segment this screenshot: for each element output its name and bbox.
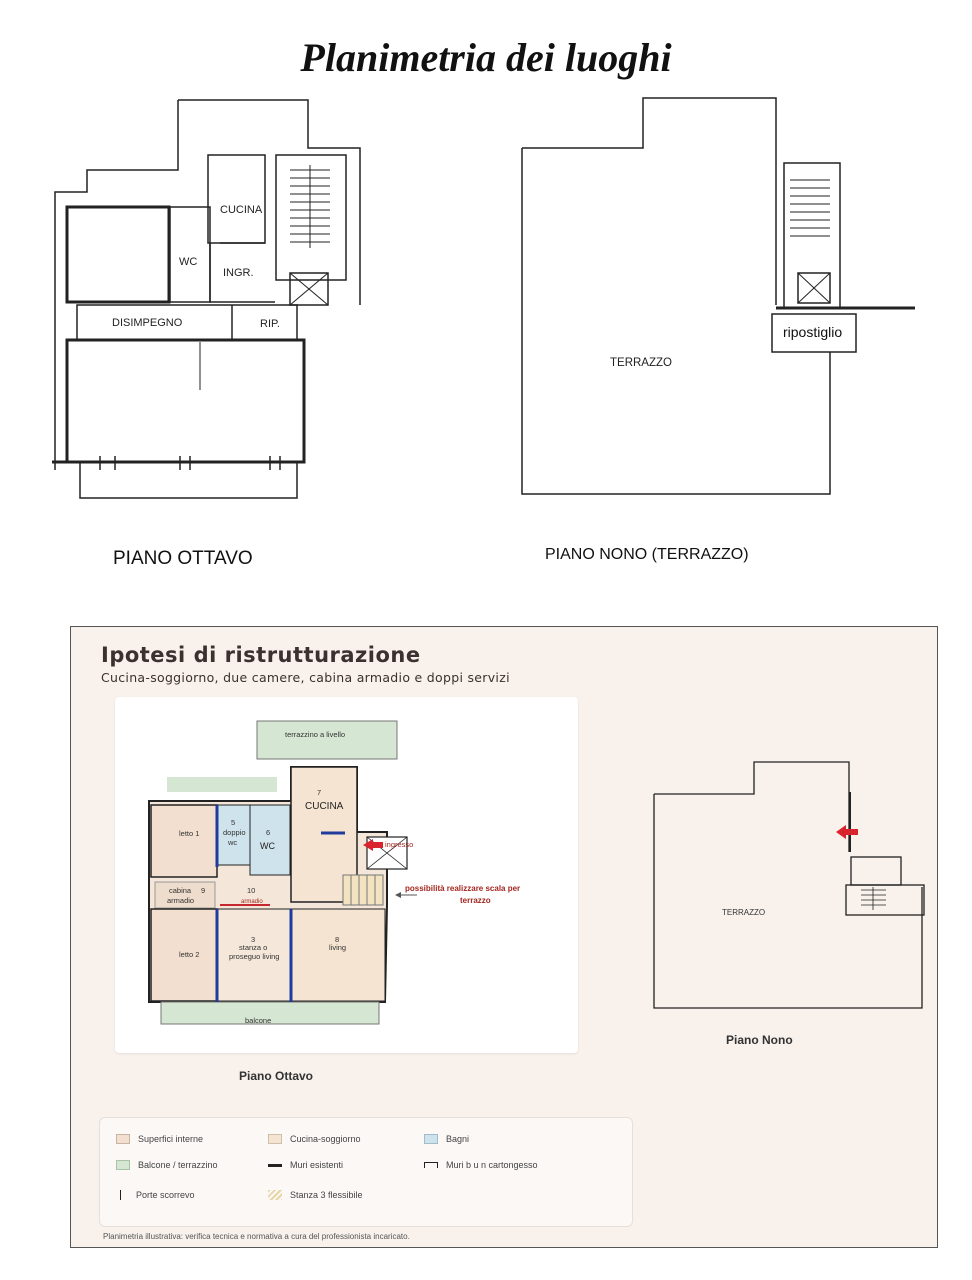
- renovation-plan-card: [115, 697, 578, 1053]
- legend-swatch: [120, 1190, 128, 1200]
- legend-swatch: [268, 1134, 282, 1144]
- label-reno-terrazzo: TERRAZZO: [722, 908, 766, 917]
- label-disimpegno: armadio: [241, 899, 263, 905]
- label-doppio-num: 5: [231, 818, 236, 827]
- label-armadio: armadio: [167, 896, 195, 905]
- caption-reno-piano-ottavo: Piano Ottavo: [239, 1069, 314, 1083]
- label-letto-1: letto 1: [179, 829, 200, 838]
- label-disimpegno-num: 10: [247, 886, 256, 895]
- legend-item-balcone: Balcone / terrazzino: [116, 1160, 218, 1170]
- room-label-cucina: CUCINA: [220, 204, 263, 216]
- room-label-ripostiglio: ripostiglio: [783, 324, 843, 340]
- label-doppio: doppio: [223, 828, 246, 837]
- room-label-ripostiglio: RIP.: [260, 318, 280, 330]
- legend-item-cartongesso: Muri b u n cartongesso: [424, 1160, 538, 1170]
- label-stanza-num: 3: [251, 935, 256, 944]
- room-label-wc: WC: [179, 256, 198, 268]
- legend: [99, 1117, 633, 1227]
- label-wc: WC: [260, 841, 275, 851]
- legend-swatch: [116, 1134, 130, 1144]
- room-label-terrazzo: TERRAZZO: [610, 357, 672, 369]
- caption-reno-piano-nono: Piano Nono: [726, 1033, 793, 1047]
- legend-swatch: [268, 1164, 282, 1167]
- label-living-num: 8: [335, 935, 340, 944]
- label-ingresso: ingresso: [385, 840, 414, 849]
- legend-item-stanza-flessibile: Stanza 3 flessibile: [268, 1190, 363, 1200]
- page-title: Planimetria dei luoghi: [300, 35, 672, 80]
- label-scala-note-2: terrazzo: [460, 896, 491, 905]
- caption-piano-nono: PIANO NONO (TERRAZZO): [545, 546, 749, 563]
- label-doppio-wc: wc: [228, 838, 238, 847]
- renovation-floorplan-nono: [646, 752, 936, 1022]
- label-cabina: cabina: [169, 886, 192, 895]
- legend-item-porte: Porte scorrevo: [116, 1190, 195, 1200]
- floorplan-piano-ottavo: [40, 90, 370, 510]
- disclaimer: Planimetria illustrativa: verifica tecnica e normativa a cura del professionista incaricato.: [103, 1232, 410, 1241]
- label-wc-num: 6: [266, 828, 271, 837]
- label-stanza-2: proseguo living: [229, 952, 280, 961]
- label-cucina: CUCINA: [305, 801, 344, 812]
- label-scala-note: possibilità realizzare scala per: [405, 884, 521, 893]
- room-label-ingresso: INGR.: [223, 267, 254, 279]
- label-terrazzino: terrazzino a livello: [285, 730, 346, 739]
- floorplan-piano-nono: [515, 90, 925, 510]
- renovation-panel: [70, 626, 938, 1248]
- label-living: living: [329, 943, 347, 952]
- renovation-title: Ipotesi di ristrutturazione: [101, 643, 421, 667]
- caption-piano-ottavo: PIANO OTTAVO: [113, 548, 253, 569]
- legend-item-superfici: Superfici interne: [116, 1134, 203, 1144]
- legend-swatch: [268, 1190, 282, 1200]
- legend-item-muri-esistenti: Muri esistenti: [268, 1160, 343, 1170]
- label-cucina-num: 7: [317, 788, 322, 797]
- label-balcone: balcone: [245, 1016, 272, 1025]
- legend-swatch: [116, 1160, 130, 1170]
- room-label-disimpegno: DISIMPEGNO: [112, 317, 183, 329]
- label-letto-2: letto 2: [179, 950, 200, 959]
- legend-swatch: [424, 1162, 438, 1168]
- legend-item-cucina-soggiorno: Cucina-soggiorno: [268, 1134, 361, 1144]
- legend-item-bagni: Bagni: [424, 1134, 469, 1144]
- legend-swatch: [424, 1134, 438, 1144]
- label-stanza: stanza o: [239, 943, 268, 952]
- label-cabina-num: 9: [201, 886, 206, 895]
- renovation-floorplan-ottavo: [115, 697, 578, 1053]
- renovation-subtitle: Cucina-soggiorno, due camere, cabina armadio e doppi servizi: [101, 670, 510, 685]
